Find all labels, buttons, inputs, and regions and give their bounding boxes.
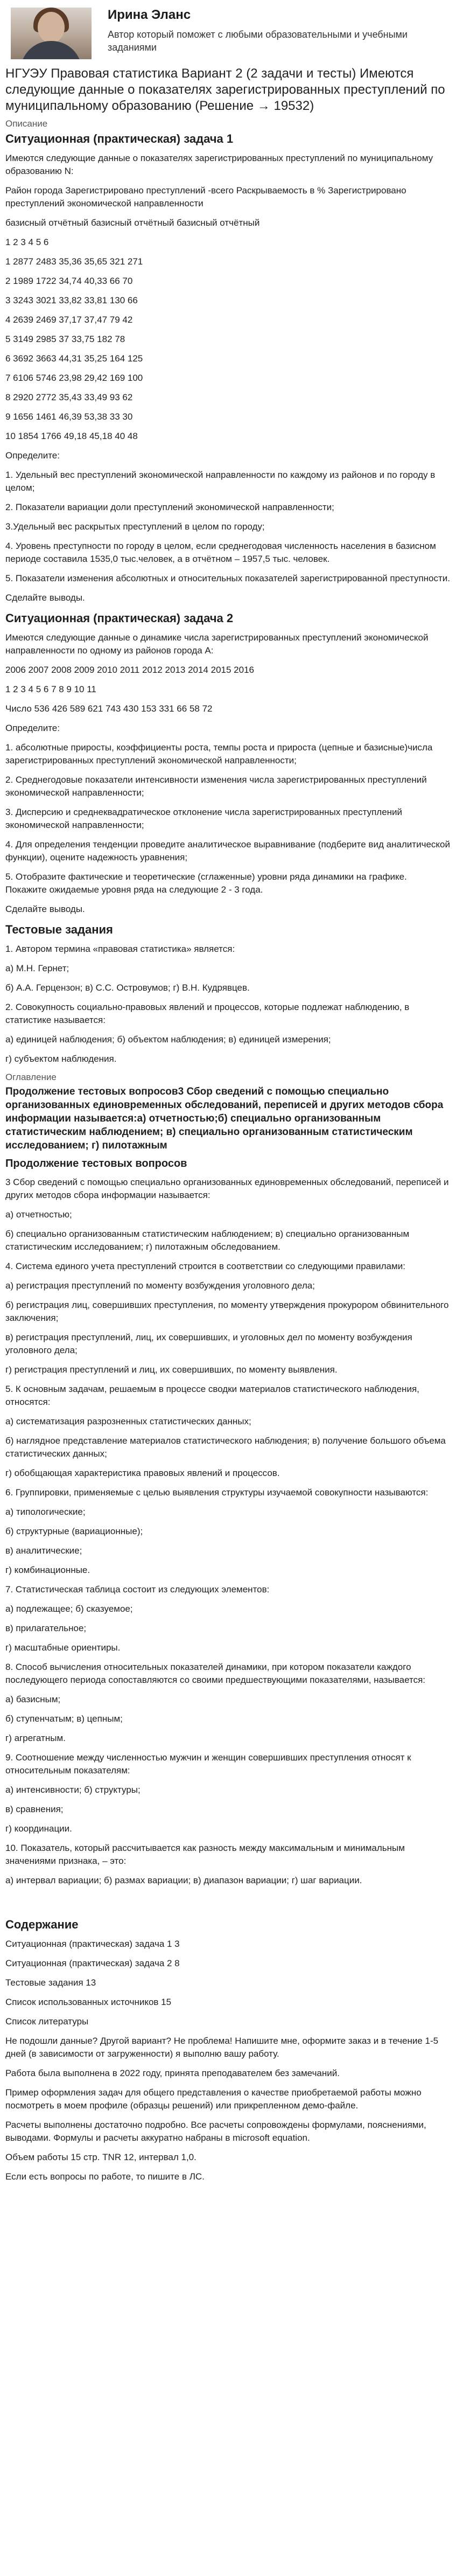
- test-question: 5. К основным задачам, решаемым в процессе сводки материалов статистического наблюдения, относятся:: [5, 1384, 419, 1407]
- task1-row: 1 2877 2483 35,36 35,65 321 271: [5, 256, 143, 267]
- continuation-heading: Продолжение тестовых вопросов: [5, 1158, 187, 1169]
- task1-row: 4 2639 2469 37,17 37,47 79 42: [5, 315, 133, 325]
- footer-paragraph: Не подошли данные? Другой вариант? Не проблема! Напишите мне, оформите заказ и в течение 1-5 дней (в зависимости от загруженности) я выполню вашу работу.: [5, 2036, 439, 2059]
- task1-row: 9 1656 1461 46,39 53,38 33 30: [5, 412, 133, 422]
- test-option: в) регистрация преступлений, лиц, их совершивших, и уголовных дел по моменту возбуждения уголовного дела;: [5, 1332, 412, 1355]
- test-option: а) типологические;: [5, 1507, 86, 1517]
- task1-question: 1. Удельный вес преступлений экономической направленности по каждому из районов и по городу в целом;: [5, 470, 436, 493]
- test-option: а) интервал вариации; б) размах вариации; в) диапазон вариации; г) шаг вариации.: [5, 1875, 362, 1885]
- task1-row: 2 1989 1722 34,74 40,33 66 70: [5, 276, 133, 286]
- contents-item: Тестовые задания 13: [5, 1978, 96, 1988]
- task1-intro: Имеются следующие данные о показателях зарегистрированных преступлений по муниципальному образованию N:: [5, 153, 433, 176]
- task1-determine: Определите:: [5, 450, 60, 461]
- test-question: 9. Соотношение между численностью мужчин и женщин совершивших преступления относят к относительным показателям:: [5, 1752, 411, 1776]
- test-question: 8. Способ вычисления относительных показателей динамики, при котором показатели каждого последующего периода сопоставляются со своими предшествующими показателями, называется:: [5, 1662, 426, 1685]
- test-option: б) ступенчатым; в) цепным;: [5, 1714, 123, 1724]
- author-header: [5, 8, 451, 59]
- footer-paragraph: Работа была выполнена в 2022 году, принята преподавателем без замечаний.: [5, 2068, 340, 2078]
- test-option: а) подлежащее; б) сказуемое;: [5, 1604, 133, 1614]
- footer-paragraph: Если есть вопросы по работе, то пишите в ЛС.: [5, 2171, 205, 2182]
- task2-question: 2. Среднегодовые показатели интенсивности изменения числа зарегистрированных преступлений экономической направленности;: [5, 775, 427, 798]
- contents-heading: Содержание: [5, 1918, 79, 1931]
- test-question: 2. Совокупность социально-правовых явлений и процессов, которые подлежат наблюдению, в статистике называется:: [5, 1002, 410, 1025]
- task2-counts: Число 536 426 589 621 743 430 153 331 66 58 72: [5, 704, 213, 714]
- test-option: а) единицей наблюдения; б) объектом наблюдения; в) единицей измерения;: [5, 1034, 331, 1045]
- test-option: г) масштабные ориентиры.: [5, 1642, 121, 1653]
- footer-notes: [5, 2015, 451, 2183]
- test-option: б) А.А. Герцензон; в) С.С. Островумов; г) В.Н. Кудрявцев.: [5, 983, 250, 993]
- test-option: б) наглядное представление материалов статистического наблюдения; в) получение большого объема статистических данных;: [5, 1436, 446, 1459]
- footer-paragraph: Расчеты выполнены достаточно подробно. Все расчеты сопровождены формулами, пояснениями, выводами. Формулы и расчеты аккуратно набраны в microsoft equation.: [5, 2120, 426, 2143]
- test-option: б) специально организованным статистическим наблюдением; в) специально организованным статистическим исследованием; г) пилотажным обследованием.: [5, 1229, 410, 1252]
- toc-label: Оглавление: [5, 1072, 57, 1082]
- test-option: г) комбинационные.: [5, 1565, 90, 1575]
- continuation-long-heading: Продолжение тестовых вопросов3 Сбор сведений с помощью специально организованных единовременных обследований, переписей и других методов сбора информации называется:а) отчетностью;б) специально организованным статистическим наблюдением; в) специально организованным статистическим исследованием; г) пилотажным: [5, 1086, 444, 1151]
- test-option: а) отчетностью;: [5, 1209, 72, 1220]
- references-label: Список литературы: [5, 2016, 89, 2027]
- task2-heading: Ситуационная (практическая) задача 2: [5, 611, 234, 625]
- test-question: 10. Показатель, который рассчитывается как разность между максимальным и минимальным значениями признака, – это:: [5, 1843, 405, 1866]
- test-question: 1. Автором термина «правовая статистика» является:: [5, 944, 235, 954]
- test-option: б) регистрация лиц, совершивших преступления, по моменту утверждения прокурором обвинительного заключения;: [5, 1300, 449, 1323]
- task1-row: 5 3149 2985 37 33,75 182 78: [5, 334, 125, 344]
- task2-determine: Определите:: [5, 723, 60, 733]
- task1-question: 3.Удельный вес раскрытых преступлений в целом по городу;: [5, 521, 265, 532]
- test-option: а) регистрация преступлений по моменту возбуждения уголовного дела;: [5, 1280, 315, 1291]
- description-label: Описание: [5, 119, 48, 129]
- test-option: а) систематизация разрозненных статистических данных;: [5, 1416, 251, 1426]
- task2-question: 3. Дисперсию и среднеквадратическое отклонение числа зарегистрированных преступлений экономической направленности;: [5, 807, 403, 830]
- test-option: в) сравнения;: [5, 1804, 64, 1814]
- contents-item: Ситуационная (практическая) задача 1 3: [5, 1939, 180, 1949]
- task2-question: 4. Для определения тенденции проведите аналитическое выравнивание (подберите вид аналитической функции), оцените надежность уравнения;: [5, 839, 450, 862]
- task2-conclusion: Сделайте выводы.: [5, 904, 85, 914]
- task1-heading: Ситуационная (практическая) задача 1: [5, 132, 234, 145]
- task1-row: 8 2920 2772 35,43 33,49 93 62: [5, 392, 133, 402]
- task1-row: 6 3692 3663 44,31 35,25 164 125: [5, 353, 143, 364]
- task1-question: 2. Показатели вариации доли преступлений экономической направленности;: [5, 502, 334, 512]
- contents-item: Ситуационная (практическая) задача 2 8: [5, 1958, 180, 1968]
- document-title: НГУЭУ Правовая статистика Вариант 2 (2 задачи и тесты) Имеются следующие данные о показателях зарегистрированных преступлений по муниципальному образованию (Решение → 19532): [5, 66, 445, 113]
- task1-row: 3 3243 3021 33,82 33,81 130 66: [5, 295, 138, 305]
- task2-numbers: 1 2 3 4 5 6 7 8 9 10 11: [5, 684, 96, 694]
- footer-paragraph: Пример оформления задач для общего представления о качестве приобретаемой работы можно посмотреть в моем профиле (образцы решений) или прикрепленном демо-файле.: [5, 2087, 422, 2111]
- test-option: а) интенсивности; б) структуры;: [5, 1785, 141, 1795]
- task2-question: 5. Отобразите фактические и теоретические (сглаженные) уровни ряда динамики на графике. Покажите ожидаемые уровня ряда на следующие 2 - 3 года.: [5, 872, 407, 895]
- footer-paragraph: Объем работы 15 стр. TNR 12, интервал 1,0.: [5, 2152, 197, 2162]
- test-option: г) координации.: [5, 1823, 72, 1834]
- task1-row: 10 1854 1766 49,18 45,18 40 48: [5, 431, 138, 441]
- test-option: г) обобщающая характеристика правовых явлений и процессов.: [5, 1468, 280, 1478]
- task1-table-header: Район города Зарегистрировано преступлений -всего Раскрываемость в % Зарегистрировано преступлений экономической направленности: [5, 185, 406, 208]
- test-option: а) М.Н. Гернет;: [5, 963, 69, 973]
- task1-table-subheader: базисный отчётный базисный отчётный базисный отчётный: [5, 218, 260, 228]
- spacer: [5, 1893, 451, 1915]
- test-option: г) регистрация преступлений и лиц, их совершивших, по моменту выявления.: [5, 1364, 338, 1375]
- task1-conclusion: Сделайте выводы.: [5, 593, 85, 603]
- task1-question: 5. Показатели изменения абсолютных и относительных показателей зарегистрированной преступности.: [5, 573, 451, 583]
- test-option: г) агрегатным.: [5, 1733, 66, 1743]
- tests-heading: Тестовые задания: [5, 923, 113, 936]
- test-question: 3 Сбор сведений с помощью специально организованных единовременных обследований, переписей и других методов сбора информации называется:: [5, 1177, 449, 1200]
- contents-item: Список использованных источников 15: [5, 1997, 172, 2007]
- test-question: 6. Группировки, применяемые с целью выявления структуры изучаемой совокупности называются:: [5, 1487, 429, 1498]
- task1-table-cols: 1 2 3 4 5 6: [5, 237, 49, 247]
- test-option: б) структурные (вариационные);: [5, 1526, 143, 1536]
- author-name[interactable]: Ирина Эланс: [108, 8, 191, 22]
- test-question: 4. Система единого учета преступлений строится в соответствии со следующими правилами:: [5, 1261, 405, 1271]
- task2-years: 2006 2007 2008 2009 2010 2011 2012 2013 2014 2015 2016: [5, 665, 254, 675]
- task2-question: 1. абсолютные приросты, коэффициенты роста, темпы роста и прироста (цепные и базисные)числа зарегистрированных преступлений экономической направленности;: [5, 742, 433, 765]
- task1-row: 7 6106 5746 23,98 29,42 169 100: [5, 373, 143, 383]
- test-option: г) субъектом наблюдения.: [5, 1054, 117, 1064]
- test-option: в) аналитические;: [5, 1545, 82, 1556]
- task1-question: 4. Уровень преступности по городу в целом, если среднегодовая численность населения в базисном периоде составила 1535,0 тыс.человек, а в отчётном – 1957,5 тыс. человек.: [5, 541, 436, 564]
- test-question: 7. Статистическая таблица состоит из следующих элементов:: [5, 1584, 270, 1595]
- author-description: Автор который поможет с любыми образовательными и учебными заданиями: [108, 29, 408, 53]
- test-option: а) базисным;: [5, 1694, 61, 1704]
- document-body: [5, 119, 451, 2009]
- author-avatar[interactable]: [11, 8, 92, 59]
- task2-intro: Имеются следующие данные о динамике числа зарегистрированных преступлений экономической направленности по одному из районов города А:: [5, 632, 429, 656]
- test-option: в) прилагательное;: [5, 1623, 87, 1633]
